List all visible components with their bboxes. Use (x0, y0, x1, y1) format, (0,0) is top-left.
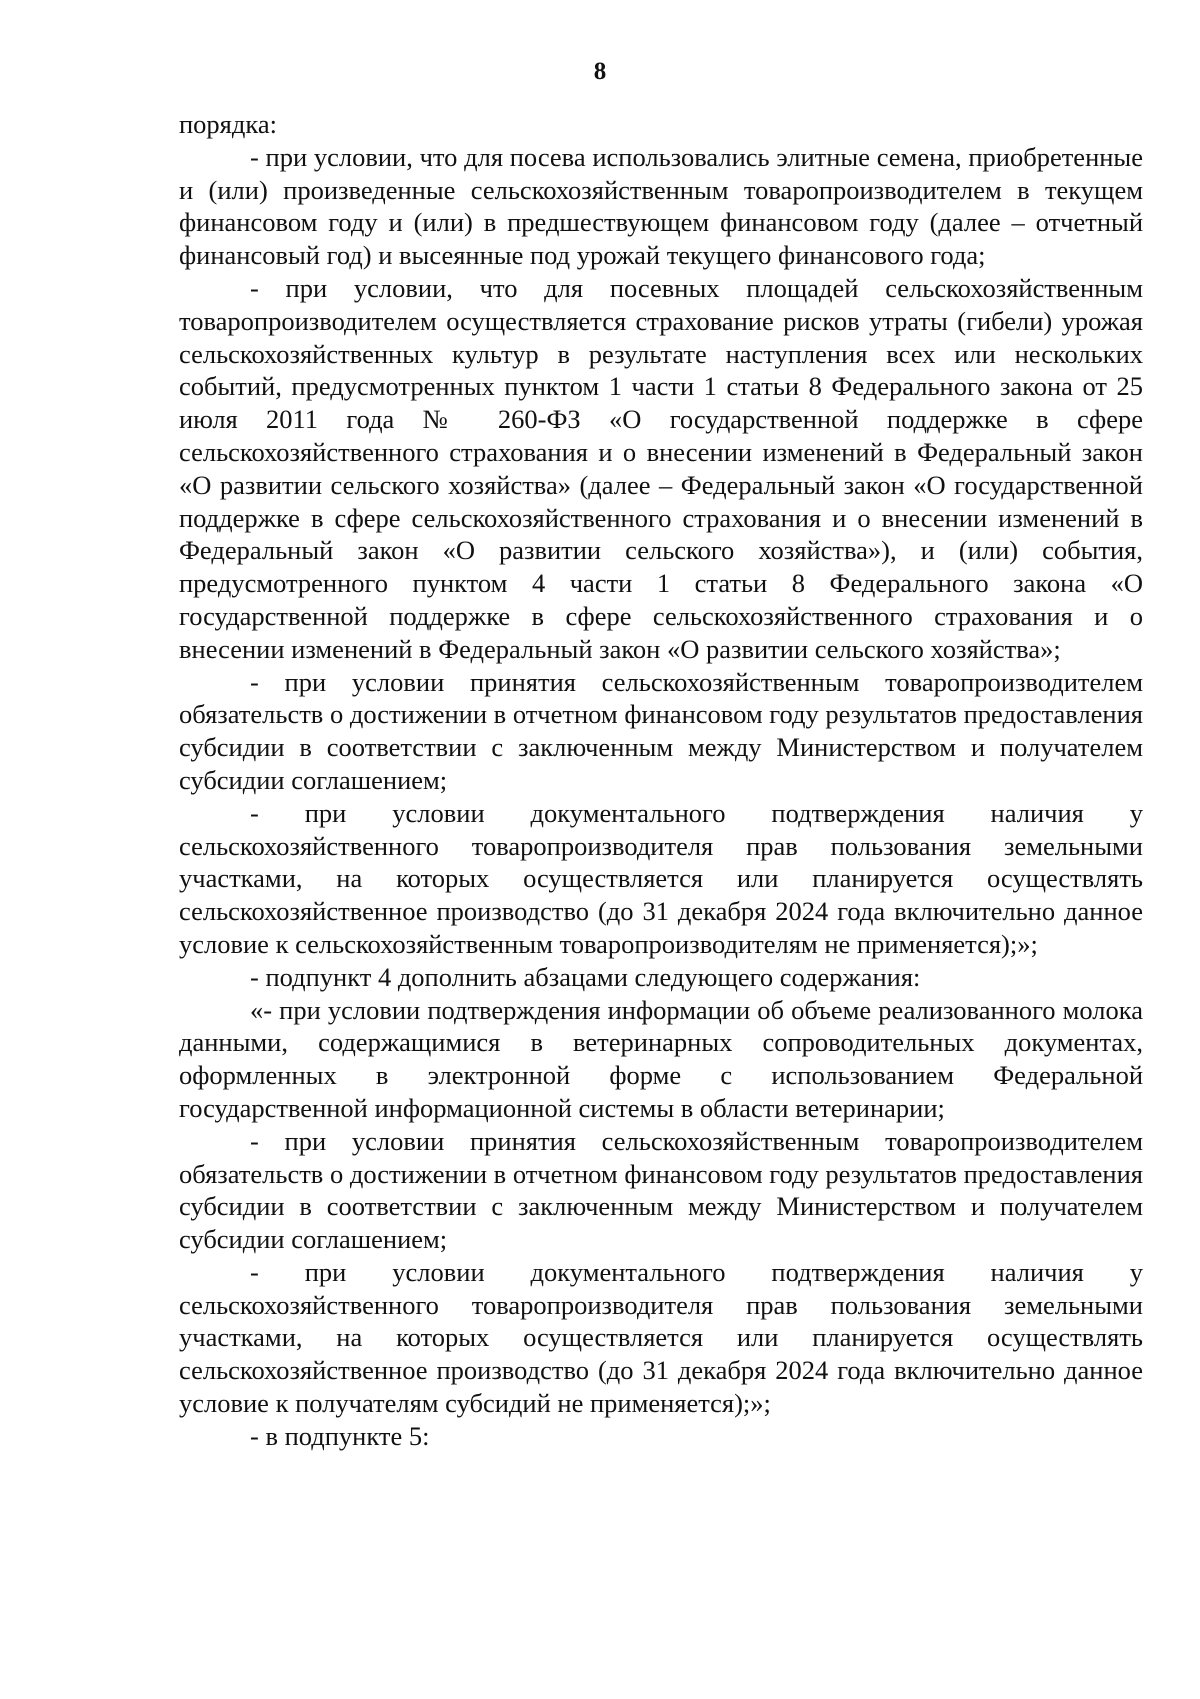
paragraph: «- при условии подтверждения информации об объеме реализованного молока данными, содержащимися в ветеринарных сопроводительных документах, оформленных в электронной форме с использованием Федеральной государственной информационной системы в области ветеринарии; (179, 994, 1143, 1123)
paragraph: - при условии принятия сельскохозяйственным товаропроизводителем обязательств о достижении в отчетном финансовом году результатов предоставления субсидии в соответствии с заключенным между Министерством и получателем субсидии соглашением; (179, 666, 1143, 795)
paragraph: - при условии документального подтверждения наличия у сельскохозяйственного товаропроизводителя прав пользования земельными участками, на которых осуществляется или планируется осуществлять сельскохозяйственное производство (до 31 декабря 2024 года включительно данное условие к получателям субсидий не применяется);»; (179, 1256, 1143, 1419)
paragraph: порядка: (179, 109, 277, 139)
paragraph: - при условии, что для посева использовались элитные семена, приобретенные и (или) произведенные сельскохозяйственным товаропроизводителем в текущем финансовом году и (или) в предшествующем финансовом году (далее – отчетный финансовый год) и высеянные под урожай текущего финансового года; (179, 141, 1143, 271)
document-body (179, 108, 1143, 1453)
paragraph: - в подпункте 5: (250, 1420, 430, 1451)
paragraph: - при условии принятия сельскохозяйственным товаропроизводителем обязательств о достижении в отчетном финансовом году результатов предоставления субсидии в соответствии с заключенным между Министерством и получателем субсидии соглашением; (179, 1125, 1143, 1255)
page-number: 8 (593, 58, 607, 85)
paragraph: - подпункт 4 дополнить абзацами следующего содержания: (250, 961, 921, 992)
paragraph: - при условии документального подтверждения наличия у сельскохозяйственного товаропроизводителя прав пользования земельными участками, на которых осуществляется или планируется осуществлять сельскохозяйственное производство (до 31 декабря 2024 года включительно данное условие к сельскохозяйственным товаропроизводителям не применяется);»; (179, 797, 1143, 959)
paragraph: - при условии, что для посевных площадей сельскохозяйственным товаропроизводителем осуществляется страхование рисков утраты (гибели) урожая сельскохозяйственных культур в результате наступления всех или нескольких событий, предусмотренных пунктом 1 части 1 статьи 8 Федерального закона от 25 июля 2011 года № 260-ФЗ «О государственной поддержке в сфере сельскохозяйственного страхования и о внесении изменений в Федеральный закон «О развитии сельского хозяйства» (далее – Федеральный закон «О государственной поддержке в сфере сельскохозяйственного страхования и о внесении изменений в Федеральный закон «О развитии сельского хозяйства»), и (или) события, предусмотренного пунктом 4 части 1 статьи 8 Федерального закона «О государственной поддержке в сфере сельскохозяйственного страхования и о внесении изменений в Федеральный закон «О развитии сельского хозяйства»; (179, 272, 1143, 664)
